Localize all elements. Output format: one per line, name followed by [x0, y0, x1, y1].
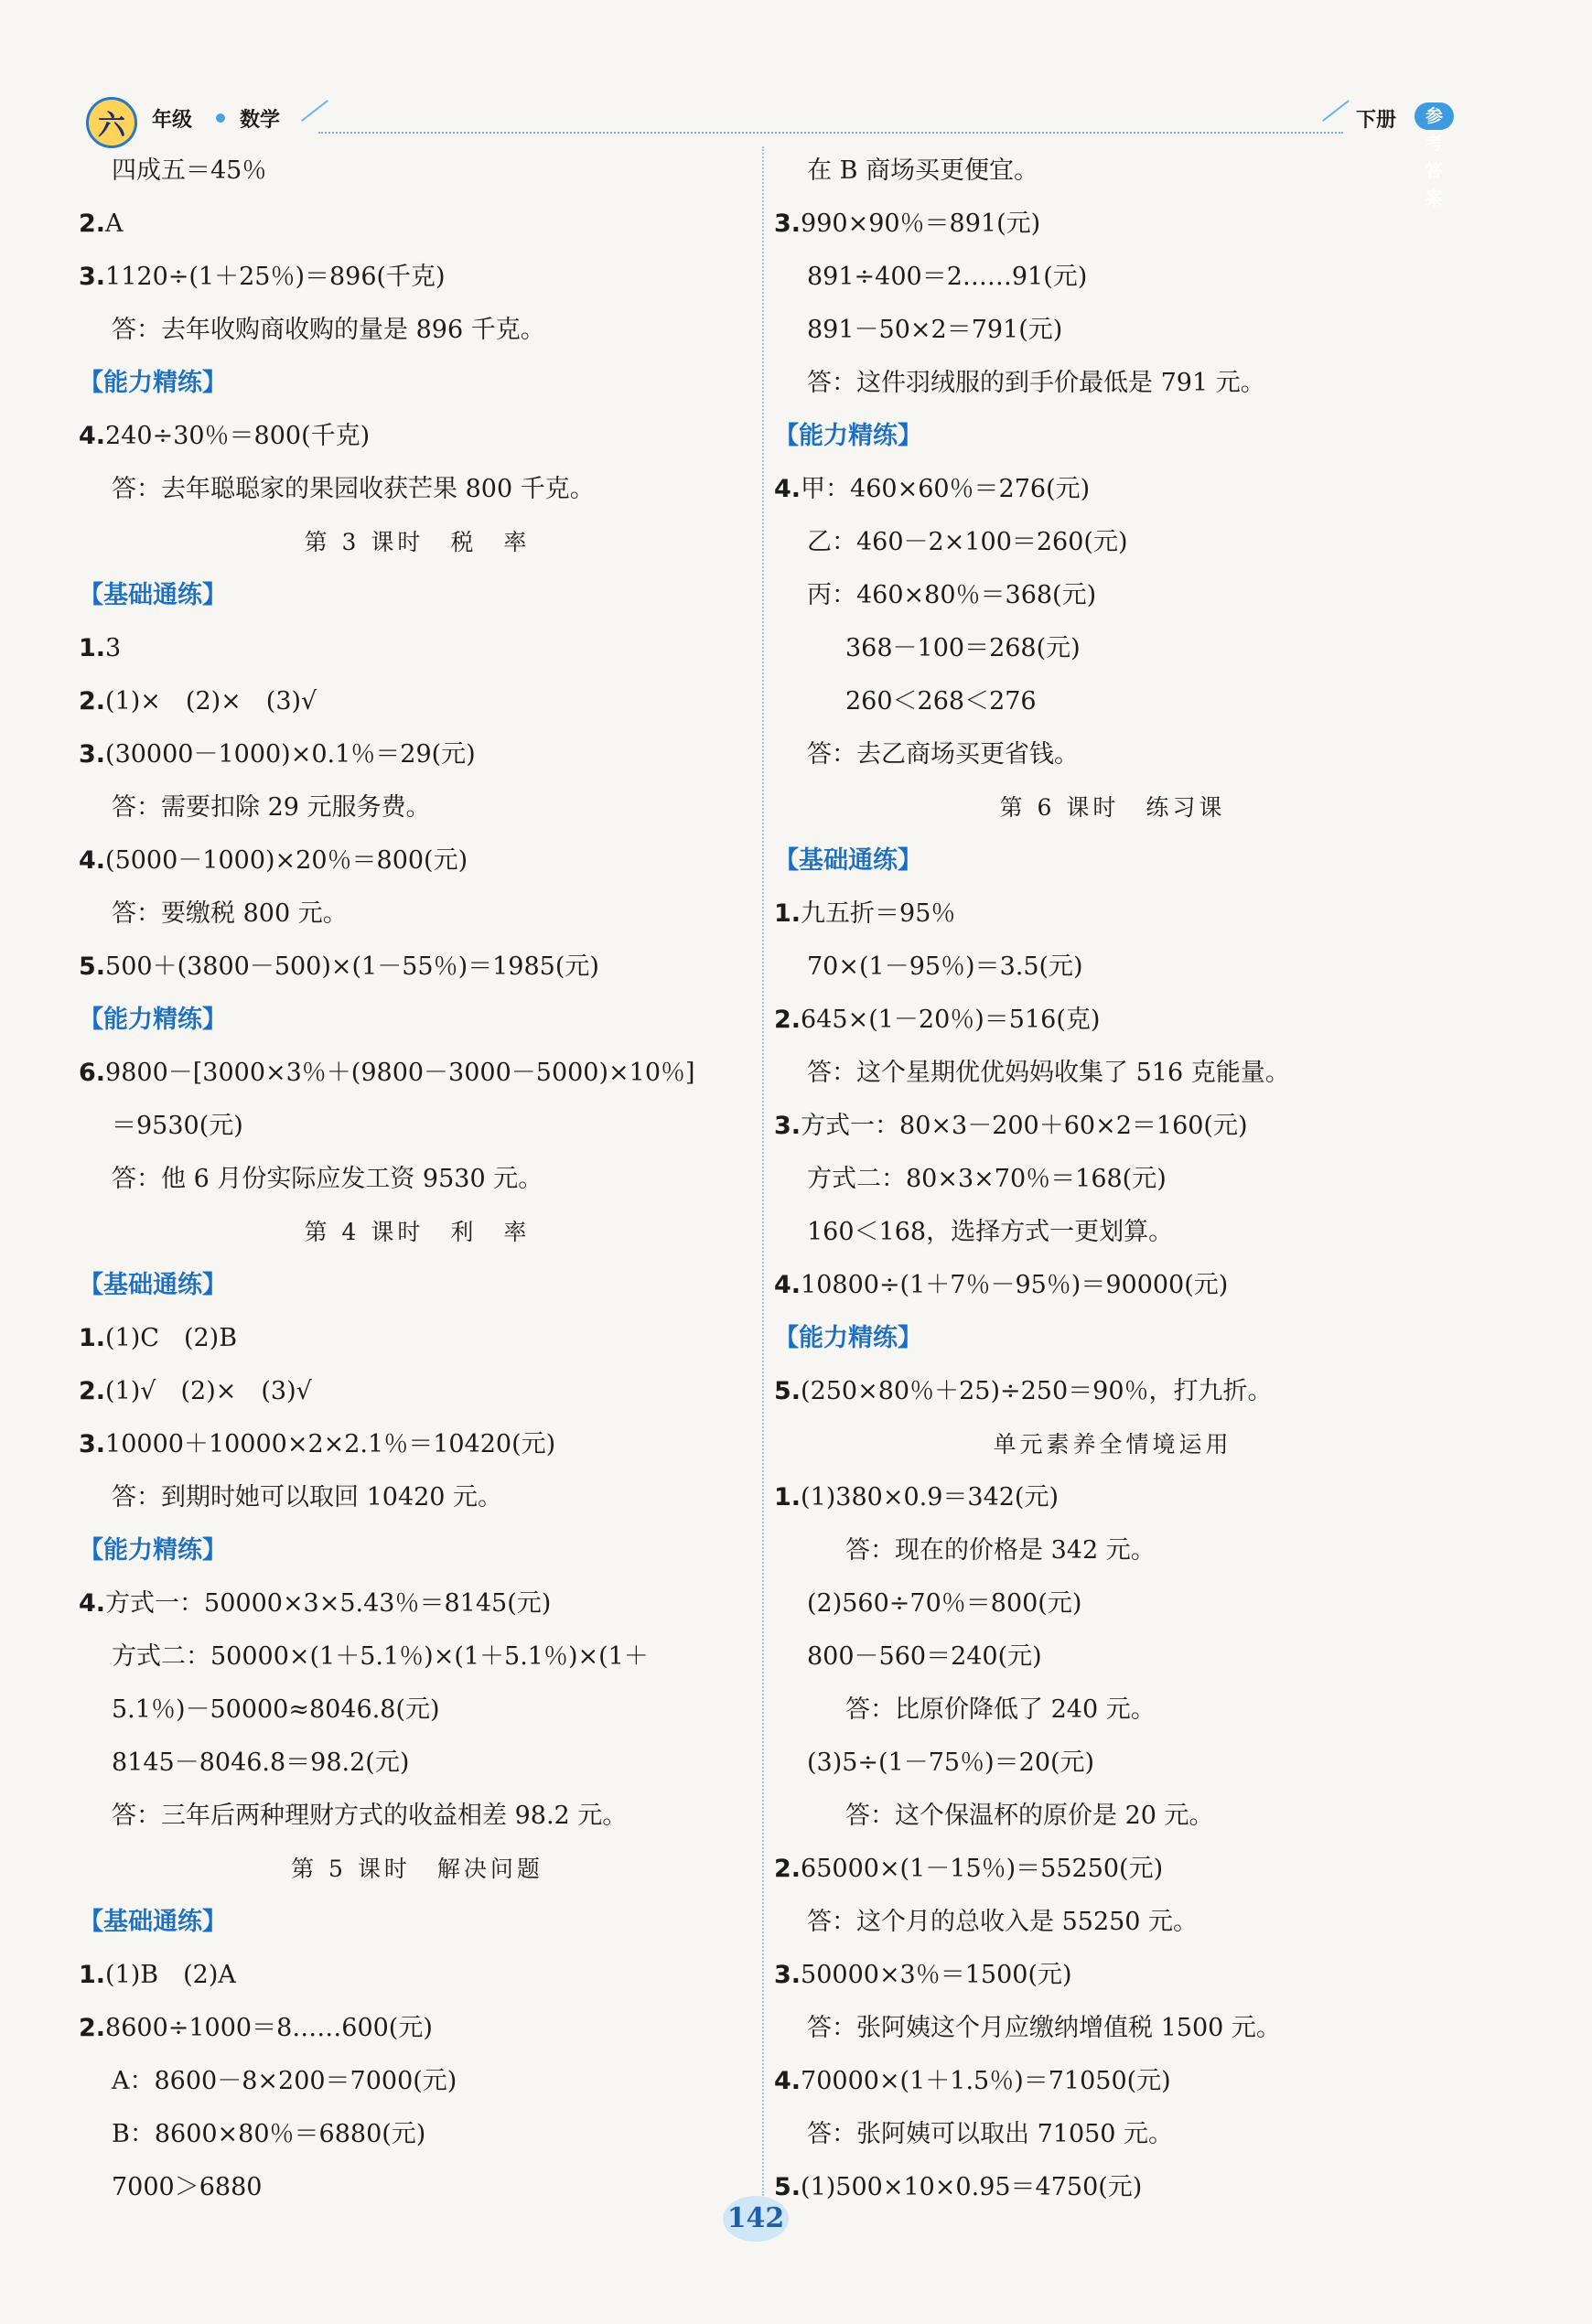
answer-line: 答：需要扣除 29 元服务费。	[112, 793, 431, 822]
answer-item	[79, 941, 756, 994]
dot-separator	[216, 113, 225, 123]
item-text: 645×(1－20％)＝516(克)	[801, 1006, 1101, 1034]
item-text: (1)√ (2)× (3)√	[105, 1377, 312, 1405]
answer-line: 160＜168，选择方式一更划算。	[807, 1218, 1174, 1246]
item-number: 2.	[79, 687, 106, 715]
answer-line: 答：这件羽绒服的到手价最低是 791 元。	[807, 369, 1265, 397]
item-number: 2.	[79, 210, 106, 238]
item-number: 4.	[774, 1271, 801, 1299]
item-number: 2.	[79, 2014, 106, 2042]
item-number: 6.	[79, 1059, 106, 1087]
item-text: 甲：460×60％＝276(元)	[801, 475, 1091, 503]
answer-line: (3)5÷(1－75％)＝20(元)	[807, 1748, 1095, 1777]
item-number: 4.	[79, 1589, 106, 1618]
item-number: 1.	[774, 899, 801, 928]
item-number: 3.	[79, 740, 106, 769]
answer-item	[79, 410, 756, 463]
answer-item	[79, 1418, 756, 1471]
item-text: 方式一：50000×3×5.43％＝8145(元)	[105, 1589, 552, 1618]
item-number: 3.	[79, 263, 106, 291]
section-heading: 【基础通练】	[774, 846, 922, 875]
answer-item	[774, 994, 1451, 1047]
item-text: 1120÷(1＋25％)＝896(千克)	[105, 263, 446, 291]
subject-label: 数学	[240, 109, 281, 132]
header-slash-left	[301, 100, 328, 122]
answer-line: 答：比原价降低了 240 元。	[845, 1695, 1156, 1724]
answer-line: 答：去乙商场买更省钱。	[807, 740, 1079, 769]
item-number: 5.	[774, 2173, 801, 2201]
item-number: 2.	[79, 1377, 106, 1405]
item-number: 4.	[79, 846, 106, 875]
section-heading: 【基础通练】	[79, 581, 227, 609]
item-text: 990×90％＝891(元)	[801, 210, 1041, 238]
answer-line: 891－50×2＝791(元)	[807, 316, 1063, 344]
section-heading: 【能力精练】	[79, 1006, 227, 1034]
answer-item	[79, 1949, 756, 2002]
answer-line: 8145－8046.8＝98.2(元)	[112, 1748, 410, 1777]
answer-item	[79, 1365, 756, 1418]
answer-line: 260＜268＜276	[845, 687, 1037, 715]
item-number: 5.	[79, 952, 106, 981]
answer-line: B：8600×80％＝6880(元)	[112, 2120, 426, 2148]
answer-item	[774, 1949, 1451, 2002]
answer-item	[774, 888, 1451, 941]
answer-line: 答：张阿姨这个月应缴纳增值税 1500 元。	[807, 2014, 1281, 2042]
answer-line: ＝9530(元)	[112, 1112, 243, 1140]
item-text: (1)380×0.9＝342(元)	[801, 1483, 1059, 1512]
item-text: A	[105, 210, 124, 238]
answer-item	[774, 2055, 1451, 2108]
answer-line: 答：现在的价格是 342 元。	[845, 1536, 1156, 1565]
item-text: (1)C (2)B	[105, 1324, 238, 1352]
item-text: 九五折＝95％	[801, 899, 956, 928]
header-rule	[318, 132, 1343, 134]
item-text: 9800－[3000×3％＋(9800－3000－5000)×10％]	[105, 1059, 695, 1087]
answer-item	[774, 1471, 1451, 1524]
item-text: (1)B (2)A	[105, 1961, 236, 1989]
answer-line: 答：张阿姨可以取出 71050 元。	[807, 2120, 1174, 2148]
item-number: 4.	[774, 475, 801, 503]
answer-item	[79, 728, 756, 781]
answer-line: 70×(1－95％)＝3.5(元)	[807, 952, 1083, 981]
item-text: 240÷30％＝800(千克)	[105, 422, 371, 450]
section-heading: 【能力精练】	[774, 1324, 922, 1352]
item-number: 3.	[774, 210, 801, 238]
lesson-title: 第 3 课时 税 率	[304, 529, 531, 555]
item-text: (30000－1000)×0.1％＝29(元)	[105, 740, 476, 769]
lesson-title: 第 5 课时 解决问题	[291, 1856, 543, 1882]
item-number: 2.	[774, 1855, 801, 1883]
item-text: (1)× (2)× (3)√	[105, 687, 317, 715]
item-text: 10000＋10000×2×2.1％＝10420(元)	[105, 1430, 556, 1458]
item-text: (1)500×10×0.95＝4750(元)	[801, 2173, 1143, 2201]
item-text: 65000×(1－15％)＝55250(元)	[801, 1855, 1164, 1883]
item-text: (250×80％＋25)÷250＝90％，打九折。	[801, 1377, 1273, 1405]
answer-line: 方式二：80×3×70％＝168(元)	[807, 1165, 1167, 1193]
answer-line: 答：去年聪聪家的果园收获芒果 800 千克。	[112, 475, 595, 503]
item-text: 10800÷(1＋7％－95％)＝90000(元)	[801, 1271, 1229, 1299]
item-number: 1.	[79, 1961, 106, 1989]
item-number: 1.	[774, 1483, 801, 1512]
answer-line: (2)560÷70％＝800(元)	[807, 1589, 1082, 1618]
answer-item	[774, 198, 1451, 251]
section-heading: 【基础通练】	[79, 1908, 227, 1936]
item-number: 3.	[79, 1430, 106, 1458]
answer-tag: 参考答案	[1415, 102, 1454, 130]
answer-line: 891÷400＝2……91(元)	[807, 263, 1088, 291]
answer-line: 答：去年收购商收购的量是 896 千克。	[112, 316, 545, 344]
answer-line: 答：到期时她可以取回 10420 元。	[112, 1483, 503, 1512]
answer-line: 答：他 6 月份实际应发工资 9530 元。	[112, 1165, 543, 1193]
answer-line: 在 B 商场买更便宜。	[807, 156, 1039, 185]
lesson-title: 第 6 课时 练习课	[999, 794, 1226, 821]
answer-item	[774, 1259, 1451, 1312]
answer-item	[774, 1100, 1451, 1153]
answer-line: 7000＞6880	[112, 2173, 263, 2201]
answer-line: A：8600－8×200＝7000(元)	[112, 2067, 457, 2095]
item-text: 500＋(3800－500)×(1－55％)＝1985(元)	[105, 952, 599, 981]
section-heading: 【能力精练】	[79, 1536, 227, 1565]
item-number: 4.	[79, 422, 106, 450]
column-divider	[762, 146, 764, 2196]
answer-item	[774, 1365, 1451, 1418]
answer-item	[79, 251, 756, 304]
answer-line: 答：这个星期优优妈妈收集了 516 克能量。	[807, 1059, 1290, 1087]
item-text: 50000×3％＝1500(元)	[801, 1961, 1072, 1989]
right-column	[774, 145, 1451, 2214]
answer-line: 答：要缴税 800 元。	[112, 899, 348, 928]
answer-line: 答：三年后两种理财方式的收益相差 98.2 元。	[112, 1802, 628, 1830]
item-number: 1.	[79, 634, 106, 662]
answer-item	[79, 198, 756, 251]
volume-label: 下册	[1356, 109, 1397, 132]
answer-item	[774, 463, 1451, 516]
answer-line: 丙：460×80％＝368(元)	[807, 581, 1097, 609]
item-text: 方式一：80×3－200＋60×2＝160(元)	[801, 1112, 1248, 1140]
answer-line: 乙：460－2×100＝260(元)	[807, 528, 1128, 556]
item-number: 2.	[774, 1006, 801, 1034]
grade-badge: 六	[86, 97, 137, 148]
answer-line: 四成五＝45％	[112, 156, 267, 185]
answer-item	[79, 2002, 756, 2055]
answer-item	[79, 834, 756, 888]
item-number: 5.	[774, 1377, 801, 1405]
lesson-title: 第 4 课时 利 率	[304, 1219, 531, 1245]
answer-line: 方式二：50000×(1＋5.1％)×(1＋5.1％)×(1＋	[112, 1642, 649, 1671]
lesson-title: 单元素养全情境运用	[993, 1431, 1232, 1458]
answer-item	[79, 1047, 756, 1100]
answer-line: 答：这个保温杯的原价是 20 元。	[845, 1802, 1214, 1830]
answer-line: 5.1％)－50000≈8046.8(元)	[112, 1695, 440, 1724]
section-heading: 【能力精练】	[79, 369, 227, 397]
item-text: (5000－1000)×20％＝800(元)	[105, 846, 468, 875]
item-number: 3.	[774, 1961, 801, 1989]
page-number: 142	[723, 2196, 789, 2242]
answer-item	[79, 675, 756, 728]
header-slash-right	[1322, 100, 1350, 122]
item-text: 8600÷1000＝8……600(元)	[105, 2014, 433, 2042]
grade-label: 年级	[152, 109, 193, 132]
answer-item	[79, 1312, 756, 1365]
section-heading: 【能力精练】	[774, 422, 922, 450]
answer-line: 答：这个月的总收入是 55250 元。	[807, 1908, 1199, 1936]
item-number: 4.	[774, 2067, 801, 2095]
answer-line: 368－100＝268(元)	[845, 634, 1081, 662]
answer-item	[774, 2161, 1451, 2214]
item-text: 3	[105, 634, 122, 662]
item-number: 3.	[774, 1112, 801, 1140]
item-text: 70000×(1＋1.5％)＝71050(元)	[801, 2067, 1171, 2095]
answer-item	[79, 1577, 756, 1630]
answer-item	[79, 622, 756, 675]
section-heading: 【基础通练】	[79, 1271, 227, 1299]
answer-item	[774, 1843, 1451, 1896]
left-column	[79, 145, 756, 2214]
answer-line: 800－560＝240(元)	[807, 1642, 1042, 1671]
item-number: 1.	[79, 1324, 106, 1352]
